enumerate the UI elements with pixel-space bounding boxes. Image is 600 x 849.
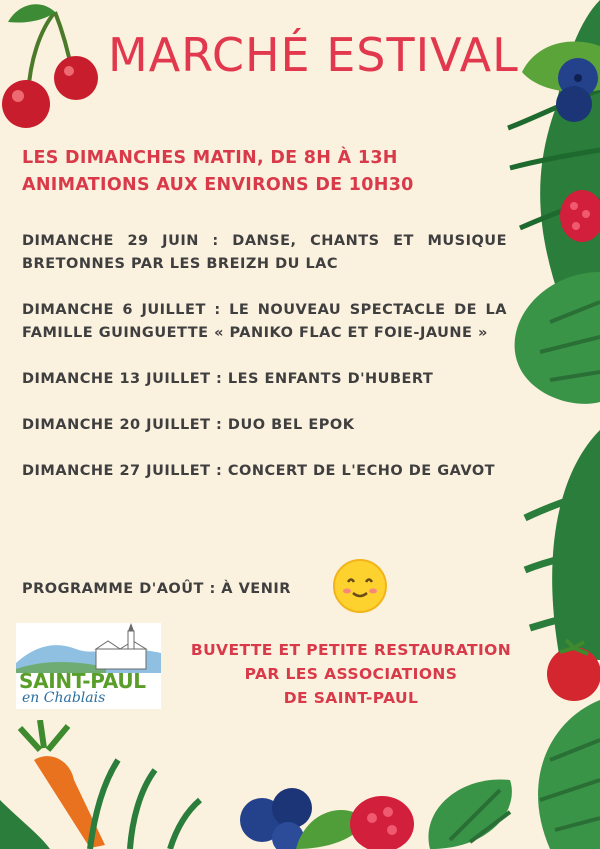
event-item: DIMANCHE 27 JUILLET : CONCERT DE L'ECHO DE GAVOT [22, 463, 496, 479]
events-list [22, 230, 507, 506]
event-item: DIMANCHE 13 JUILLET : LES ENFANTS D'HUBERT [22, 371, 434, 387]
raspberry-icon [346, 790, 418, 849]
schedule-line: LES DIMANCHES MATIN, DE 8H À 13H [22, 148, 398, 168]
tomato-icon [540, 638, 600, 702]
leaf-icon [510, 262, 600, 412]
blueberry-icon [548, 56, 600, 126]
leaf-icon [410, 770, 520, 849]
logo-name: SAINT-PAUL [19, 669, 146, 693]
smiley-icon [332, 558, 388, 614]
saint-paul-logo [16, 623, 161, 709]
cherry-icon [0, 0, 110, 135]
leaf-icon [0, 740, 250, 849]
village-icon [16, 623, 161, 673]
buvette-line: BUVETTE ET PETITE RESTAURATION [190, 641, 512, 659]
leaf-icon [520, 700, 600, 849]
event-item: DIMANCHE 6 JUILLET : LE NOUVEAU SPECTACLE DE LA FAMILLE GUINGUETTE « PANIKO FLAC ET FOIE-JAUNE » [22, 302, 507, 341]
buvette-line: DE SAINT-PAUL [283, 689, 419, 707]
buvette-line: PAR LES ASSOCIATIONS [244, 665, 458, 683]
leaf-icon [520, 430, 600, 660]
august-program: PROGRAMME D'AOÛT : À VENIR [22, 581, 291, 597]
event-item: DIMANCHE 20 JUILLET : DUO BEL EPOK [22, 417, 355, 433]
event-item: DIMANCHE 29 JUIN : DANSE, CHANTS ET MUSIQUE BRETONNES PAR LES BREIZH DU LAC [22, 233, 507, 272]
logo-subtitle: en Chablais [22, 690, 106, 706]
animations-line: ANIMATIONS AUX ENVIRONS DE 10H30 [22, 175, 414, 195]
buvette-info [170, 638, 532, 710]
raspberry-icon [556, 186, 600, 246]
poster-title: MARCHÉ ESTIVAL [108, 28, 519, 82]
